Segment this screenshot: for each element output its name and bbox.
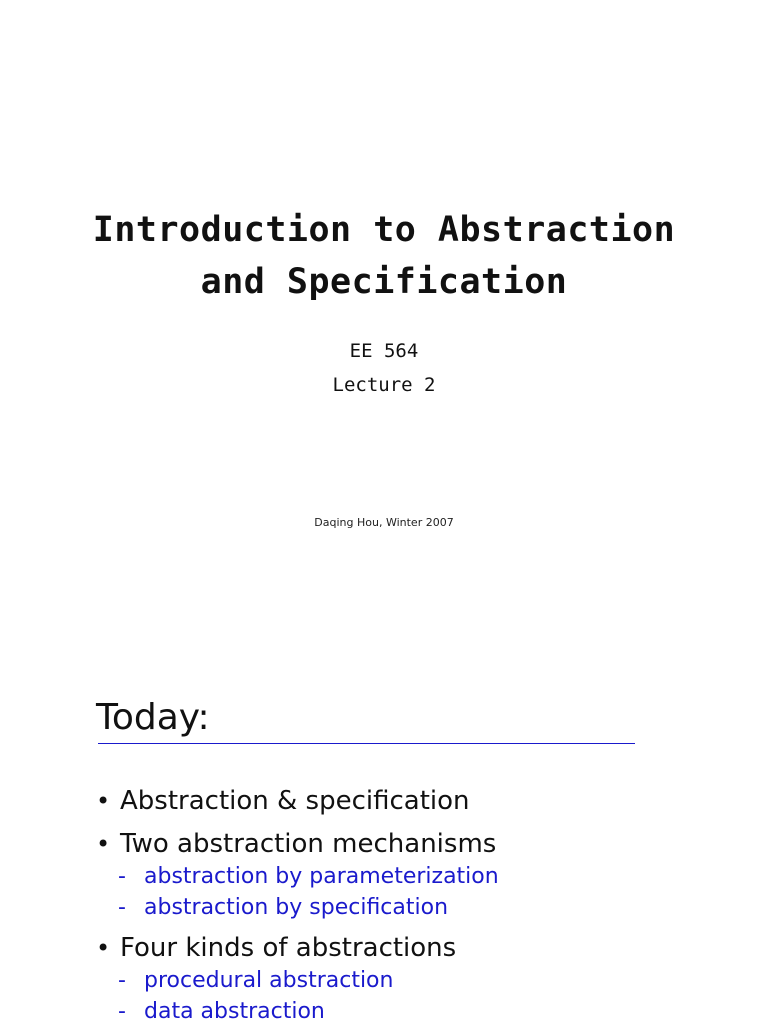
sub-item: [118, 893, 448, 923]
bullet-item: [96, 784, 470, 818]
bullet-text: Two abstraction mechanisms: [120, 829, 497, 859]
dash-marker: -: [118, 895, 126, 920]
sub-item-text: procedural abstraction: [144, 968, 394, 993]
dash-marker: -: [118, 864, 126, 889]
sub-item-text: data abstraction: [144, 999, 325, 1024]
heading-underline: [98, 743, 635, 744]
bullet-dot-icon: •: [96, 934, 111, 962]
agenda-heading: Today:: [96, 697, 210, 738]
bullet-dot-icon: •: [96, 787, 111, 815]
slide-title-line-1: Introduction to Abstraction: [92, 210, 676, 250]
sub-item-text: abstraction by specification: [144, 895, 449, 920]
sub-item-text: abstraction by parameterization: [144, 864, 499, 889]
sub-item: [118, 966, 393, 996]
dash-marker: -: [118, 968, 126, 993]
dash-marker: -: [118, 999, 126, 1024]
bullet-dot-icon: •: [96, 830, 111, 858]
bullet-item: [96, 827, 496, 861]
course-code: EE 564: [349, 340, 419, 362]
slide-title-line-2: and Specification: [200, 262, 568, 302]
bullet-item: [96, 931, 456, 965]
bullet-text: Four kinds of abstractions: [120, 933, 457, 963]
lecture-number: Lecture 2: [332, 374, 436, 396]
bullet-text: Abstraction & specification: [120, 786, 470, 816]
sub-item: [118, 862, 499, 892]
sub-item: [118, 997, 325, 1024]
agenda-slide: [0, 640, 768, 1024]
author-line: Daqing Hou, Winter 2007: [314, 516, 454, 529]
